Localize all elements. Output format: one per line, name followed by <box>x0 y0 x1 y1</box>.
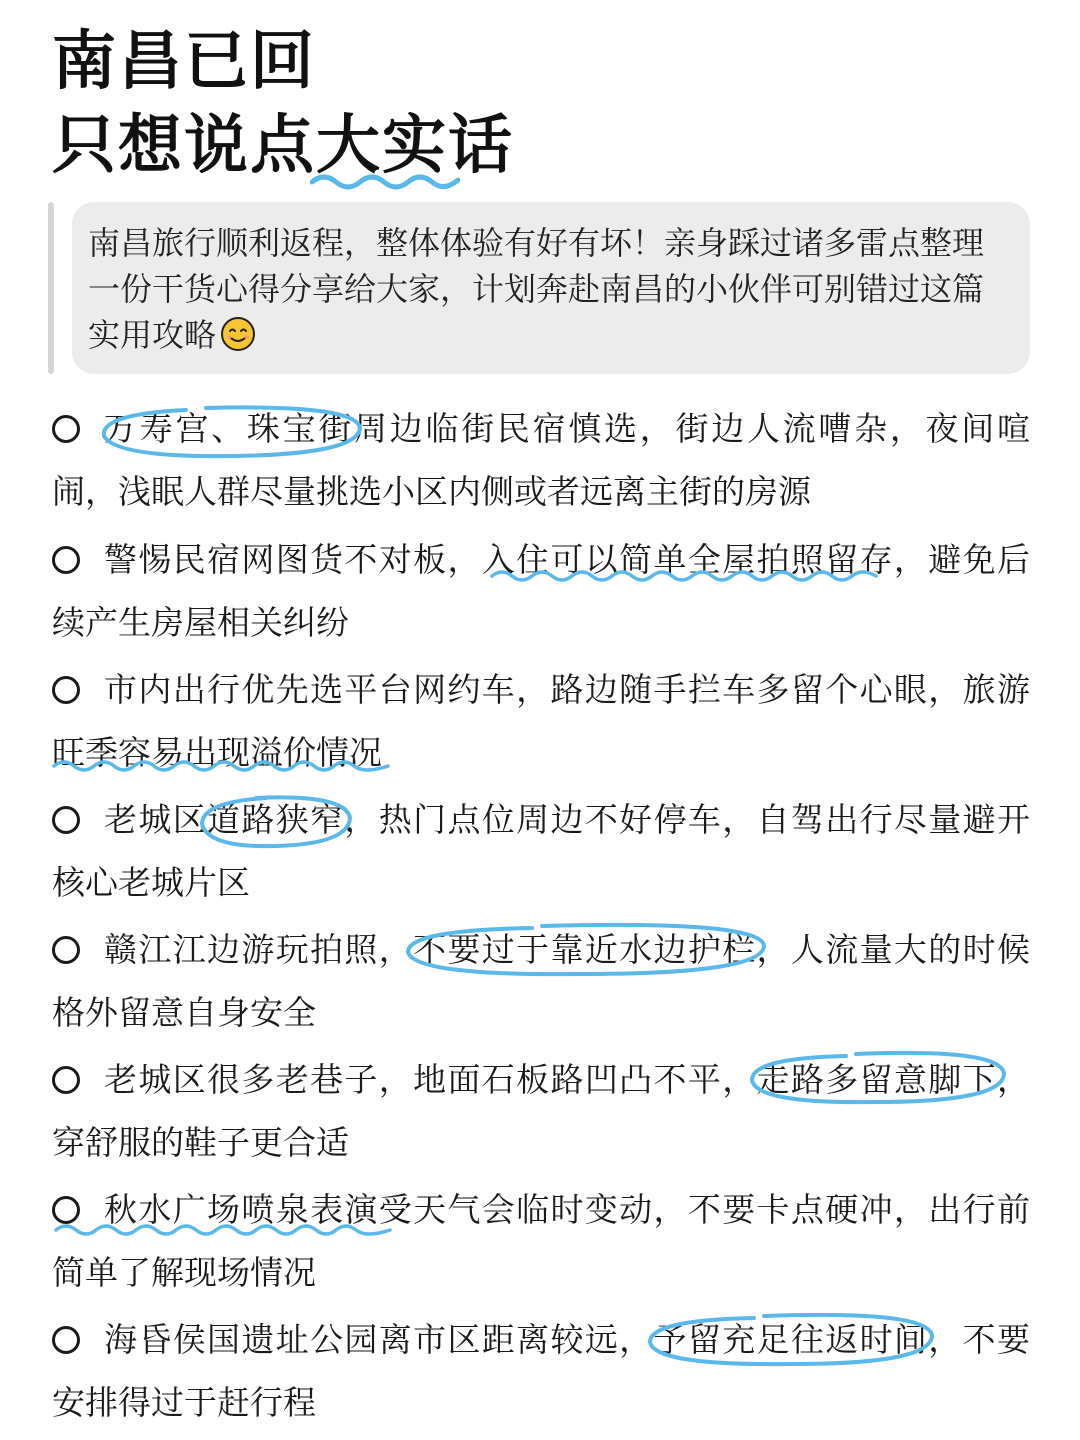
page-title-line-1: 南昌已回 <box>52 25 316 99</box>
circle-bullet-icon <box>52 546 80 574</box>
tip-item <box>52 1056 1030 1104</box>
circle-bullet-icon <box>52 1196 80 1224</box>
tip-item <box>52 926 1030 974</box>
tip-item <box>52 666 1030 714</box>
tip-text-cont: 闹，浅眠人群尽量挑选小区内侧或者远离主街的房源 <box>52 472 811 511</box>
circle-bullet-icon <box>52 1066 80 1094</box>
circle-bullet-icon <box>52 936 80 964</box>
tip-text: 市 内 出 行 优 先 选 平 台 网 约 车 ， 路 边 随 手 拦 车 多 留 个 心 眼 ， 旅 游 <box>104 670 1030 709</box>
circle-bullet-icon <box>52 415 80 443</box>
tip-text: 赣 江 江 边 游 玩 拍 照 ， 不 要 过 于 靠 近 水 边 护 栏 ， 人 流 量 大 的 时 候 <box>104 930 1030 969</box>
tip-text-cont: 核心老城片区 <box>52 863 250 902</box>
circle-bullet-icon <box>52 806 80 834</box>
tip-text: 海 昏 侯 国 遗 址 公 园 离 市 区 距 离 较 远 ， 予 留 充 足 往 返 时 间 ， 不 要 <box>104 1320 1030 1359</box>
circle-bullet-icon <box>52 676 80 704</box>
quote-side-bar <box>48 202 54 374</box>
tip-text: 万 寿 宫 、 珠 宝 街 周 边 临 街 民 宿 慎 选 ， 街 边 人 流 嘈 杂 ， 夜 间 喧 <box>104 409 1030 448</box>
tip-item <box>52 796 1030 844</box>
title-wave-underline <box>310 168 460 192</box>
tip-text-cont: 续产生房屋相关纠纷 <box>52 603 349 642</box>
tip-text-cont: 旺季容易出现溢价情况 <box>52 733 382 772</box>
tip-item <box>52 405 1030 453</box>
tip-text-cont: 简单了解现场情况 <box>52 1253 316 1292</box>
tip-text-cont: 穿舒服的鞋子更合适 <box>52 1123 349 1162</box>
intro-quote <box>72 202 1030 374</box>
intro-line: 南昌旅行顺利返程，整体体验有好有坏！亲身踩过诸多雷点整理 <box>88 224 985 262</box>
intro-line: 一份干货心得分享给大家，计划奔赴南昌的小伙伴可别错过这篇 <box>88 270 985 308</box>
tip-item <box>52 1186 1030 1234</box>
tip-item <box>52 1316 1030 1364</box>
tip-item <box>52 536 1030 584</box>
tip-text: 秋 水 广 场 喷 泉 表 演 受 天 气 会 临 时 变 动 ， 不 要 卡 点 硬 冲 ， 出 行 前 <box>104 1190 1030 1229</box>
tip-text: 老 城 区 很 多 老 巷 子 ， 地 面 石 板 路 凹 凸 不 平 ， 走 路 多 留 意 脚 下 ， <box>104 1060 1030 1099</box>
tip-text-cont: 格外留意自身安全 <box>52 993 316 1032</box>
intro-line-last <box>88 312 1016 358</box>
circle-bullet-icon <box>52 1326 80 1354</box>
tip-text: 老 城 区 道 路 狭 窄 ， 热 门 点 位 周 边 不 好 停 车 ， 自 驾 出 行 尽 量 避 开 <box>104 800 1030 839</box>
tip-text-cont: 安排得过于赶行程 <box>52 1383 316 1422</box>
intro-line-text: 实用攻略 <box>88 316 217 354</box>
page-title-line-2: 只想说点大实话 <box>52 109 514 183</box>
tip-text: 警 惕 民 宿 网 图 货 不 对 板 ， 入 住 可 以 简 单 全 屋 拍 照 留 存 ， 避 免 后 <box>104 540 1030 579</box>
smiling-face-emoji-icon <box>220 316 256 352</box>
